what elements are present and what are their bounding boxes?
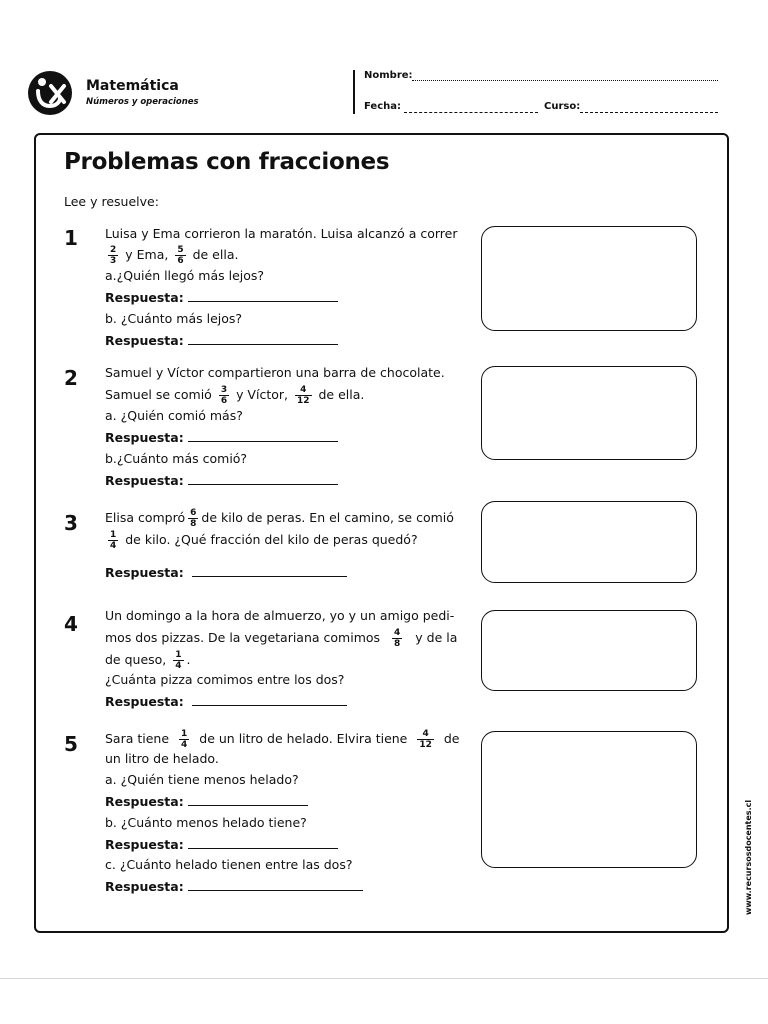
logo-icon [26, 70, 74, 116]
problem-text: Elisa compró $\frac{6}{8}$ de kilo de peras. En el camino, se comió [105, 508, 454, 529]
answer-field[interactable] [188, 836, 338, 849]
answer-row: Respuesta: [105, 472, 338, 489]
answer-row: Respuesta: [105, 878, 363, 895]
question-text: c. ¿Cuánto helado tienen entre las dos? [105, 857, 353, 872]
problem-text: Un domingo a la hora de almuerzo, yo y un amigo pedi- [105, 608, 455, 623]
problem-text: Samuel se comió $\frac{3}{6}$ y Víctor, $\frac{4}{12}$ de ella. [105, 385, 365, 406]
problem-text: un litro de helado. [105, 751, 219, 766]
answer-field[interactable] [188, 472, 338, 485]
question-text: ¿Cuánta pizza comimos entre los dos? [105, 672, 345, 687]
logo [26, 70, 74, 116]
work-box[interactable] [481, 501, 697, 583]
question-text: b. ¿Cuánto más lejos? [105, 311, 243, 326]
date-field[interactable] [404, 112, 538, 113]
answer-row: Respuesta: [105, 793, 308, 810]
fraction: $\frac{5}{6}$ [177, 245, 184, 266]
fraction: $\frac{4}{12}$ [296, 385, 310, 406]
answer-field[interactable] [188, 878, 363, 891]
problem-text: de queso, $\frac{1}{4}$ . [105, 650, 191, 671]
fraction: $\frac{1}{4}$ [175, 650, 182, 671]
answer-row: Respuesta: [105, 564, 347, 581]
question-text: a.¿Quién llegó más lejos? [105, 268, 265, 283]
subject-title: Matemática [86, 78, 179, 94]
answer-row: Respuesta: [105, 332, 338, 349]
answer-row: Respuesta: [105, 429, 338, 446]
fraction: $\frac{4}{8}$ [394, 628, 401, 649]
problem-text: $\frac{1}{4}$ de kilo. ¿Qué fracción del kilo de peras quedó? [110, 530, 418, 551]
question-text: b.¿Cuánto más comió? [105, 451, 248, 466]
problem-number: 4 [64, 612, 78, 636]
problem-text: mos dos pizzas. De la vegetariana comimos $\frac{4}{8}$ y de la [105, 628, 458, 649]
answer-field[interactable] [192, 564, 347, 577]
problem-number: 2 [64, 366, 78, 390]
fraction: $\frac{1}{4}$ [181, 729, 188, 750]
answer-field[interactable] [188, 793, 308, 806]
watermark: www.recursosdocentes.cl [744, 799, 753, 915]
name-field[interactable] [412, 80, 718, 81]
work-box[interactable] [481, 366, 697, 460]
page-edge [0, 978, 768, 979]
fraction: $\frac{2}{3}$ [110, 245, 117, 266]
fraction: $\frac{3}{6}$ [220, 385, 228, 406]
problem-text: Sara tiene $\frac{1}{4}$ de un litro de helado. Elvira tiene $\frac{4}{12}$ de [105, 729, 460, 750]
question-text: b. ¿Cuánto menos helado tiene? [105, 815, 307, 830]
instructions: Lee y resuelve: [64, 194, 159, 209]
question-text: a. ¿Quién comió más? [105, 408, 243, 423]
answer-field[interactable] [188, 289, 338, 302]
answer-field[interactable] [192, 693, 347, 706]
course-field[interactable] [580, 112, 718, 113]
work-box[interactable] [481, 226, 697, 331]
course-label: Curso: [544, 101, 581, 112]
answer-row: Respuesta: [105, 289, 338, 306]
fraction: $\frac{6}{8}$ [190, 508, 197, 529]
fraction: $\frac{4}{12}$ [419, 729, 432, 750]
fraction: $\frac{1}{4}$ [110, 530, 117, 551]
work-box[interactable] [481, 731, 697, 868]
question-text: a. ¿Quién tiene menos helado? [105, 772, 299, 787]
problem-number: 3 [64, 511, 78, 535]
problem-number: 1 [64, 226, 78, 250]
subject-subtitle: Números y operaciones [86, 97, 199, 107]
answer-field[interactable] [188, 429, 338, 442]
problem-text: Luisa y Ema corrieron la maratón. Luisa alcanzó a correr [105, 226, 458, 241]
problem-text: Samuel y Víctor compartieron una barra de chocolate. [105, 365, 445, 380]
problem-text: $\frac{2}{3}$ y Ema, $\frac{5}{6}$ de ella. [110, 245, 239, 266]
answer-row: Respuesta: [105, 693, 347, 710]
answer-row: Respuesta: [105, 836, 338, 853]
name-label: Nombre: [364, 70, 413, 81]
answer-field[interactable] [188, 332, 338, 345]
header-divider [353, 70, 355, 114]
problem-number: 5 [64, 732, 78, 756]
work-box[interactable] [481, 610, 697, 691]
date-label: Fecha: [364, 101, 402, 112]
page-title: Problemas con fracciones [64, 149, 390, 175]
